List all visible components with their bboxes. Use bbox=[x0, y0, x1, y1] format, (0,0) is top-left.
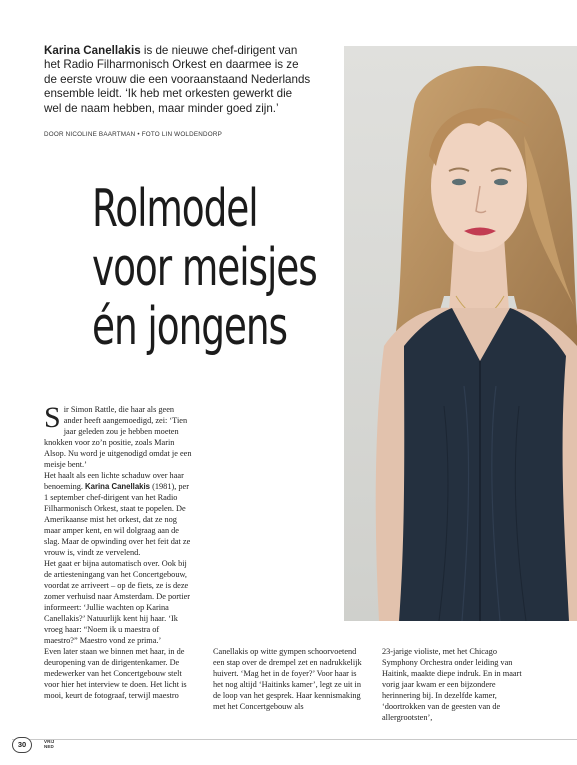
paragraph-2-text-a: Het haalt als een lichte schaduw over haar benoeming. bbox=[44, 471, 184, 491]
portrait-photo bbox=[344, 46, 577, 621]
portrait-illustration bbox=[344, 46, 577, 621]
page-number: 30 bbox=[12, 737, 32, 753]
article-column-1 bbox=[44, 401, 194, 701]
intro-name: Karina Canellakis bbox=[44, 44, 141, 57]
paragraph-3: Het gaat er bijna automatisch over. Ook bij de artiesteningang van het Concertgebouw, voordat ze arriveert – op de fiets, ze is deze zomer verhuisd naar Amsterdam. De portier informeert: ‘Jullie wachten op Karina Canellakis?’ Natuurlijk kent hij haar. ‘Ik vroeg haar: “Noem ik u maestra of maestro?” Maestro vond ze prima.’ bbox=[44, 559, 191, 645]
column-3-text: 23-jarige violiste, met het Chicago Symphony Orchestra onder leiding van Haitink, maakte diepe indruk. En in maart vorig jaar kwam er een bijzondere herinnering bij. In dezelfde kamer, ‘doortrokken van de geesten van de allergrootsten’, bbox=[382, 647, 522, 722]
paragraph-2 bbox=[44, 470, 194, 558]
paragraph-1-text: ir Simon Rattle, die haar als geen ander heeft aangemoedigd, zei: ‘Tien jaar geleden zou je hebben moeten knokken voor zo’n positie, zoals Marin Alsop. Nu word je uitgenodigd omdat je een meisje bent.’ bbox=[44, 405, 192, 469]
article-column-2 bbox=[213, 646, 363, 712]
paragraph-2-name: Karina Canellakis bbox=[85, 482, 151, 491]
headline-line-1: Rolmodel bbox=[92, 179, 258, 239]
drop-cap: S bbox=[44, 401, 61, 434]
headline-line-3: én jongens bbox=[92, 297, 287, 357]
column-2-text: Canellakis op witte gympen schoorvoetend een stap over de drempel zet en nadrukkelijk huivert. ‘Mag het in de foyer?’ Voor haar is het nog altijd ‘Haitinks kamer’, legt ze uit in de loop van het gesprek. Haar kennismaking met het Concertgebouw als bbox=[213, 647, 362, 711]
paragraph-1 bbox=[44, 401, 194, 470]
paragraph-4: Even later staan we binnen met haar, in de deuropening van de dirigentenkamer. De medewerker van het Concertgebouw stelt voor hier het interview te doen. Het licht is mooi, keurt de fotograaf, terwijl maestro bbox=[44, 647, 187, 700]
footer-divider bbox=[12, 739, 577, 740]
publication-logo bbox=[44, 740, 54, 749]
headline-line-2: voor meisjes bbox=[92, 238, 317, 298]
intro-body: is de nieuwe chef-dirigent van het Radio Filharmonisch Orkest en daarmee is ze de eerste vrouw die een vooraanstaand Nederlands ensemble leidt. ‘Ik heb met orkesten gewerkt die wel de naam hebben, maar minder goed zijn.’ bbox=[44, 44, 311, 115]
byline-credit: DOOR NICOLINE BAARTMAN • FOTO LIN WOLDENDORP bbox=[44, 131, 223, 138]
intro-text bbox=[44, 44, 312, 116]
logo-line-2: NED bbox=[44, 743, 54, 749]
paragraph-2-text-b: (1981), per 1 september chef-dirigent van het Radio Filharmonisch Orkest, staat te popelen. De Amerikaanse mist het orkest, dat ze nog maar amper kent, en wil dolgraag aan de slag. Maar de opwinding over het feit dat ze vrouw is, vindt ze vervelend. bbox=[44, 482, 191, 557]
article-column-3 bbox=[382, 646, 532, 723]
logo-line-1: VRIJ bbox=[44, 739, 55, 744]
headline bbox=[92, 179, 317, 357]
